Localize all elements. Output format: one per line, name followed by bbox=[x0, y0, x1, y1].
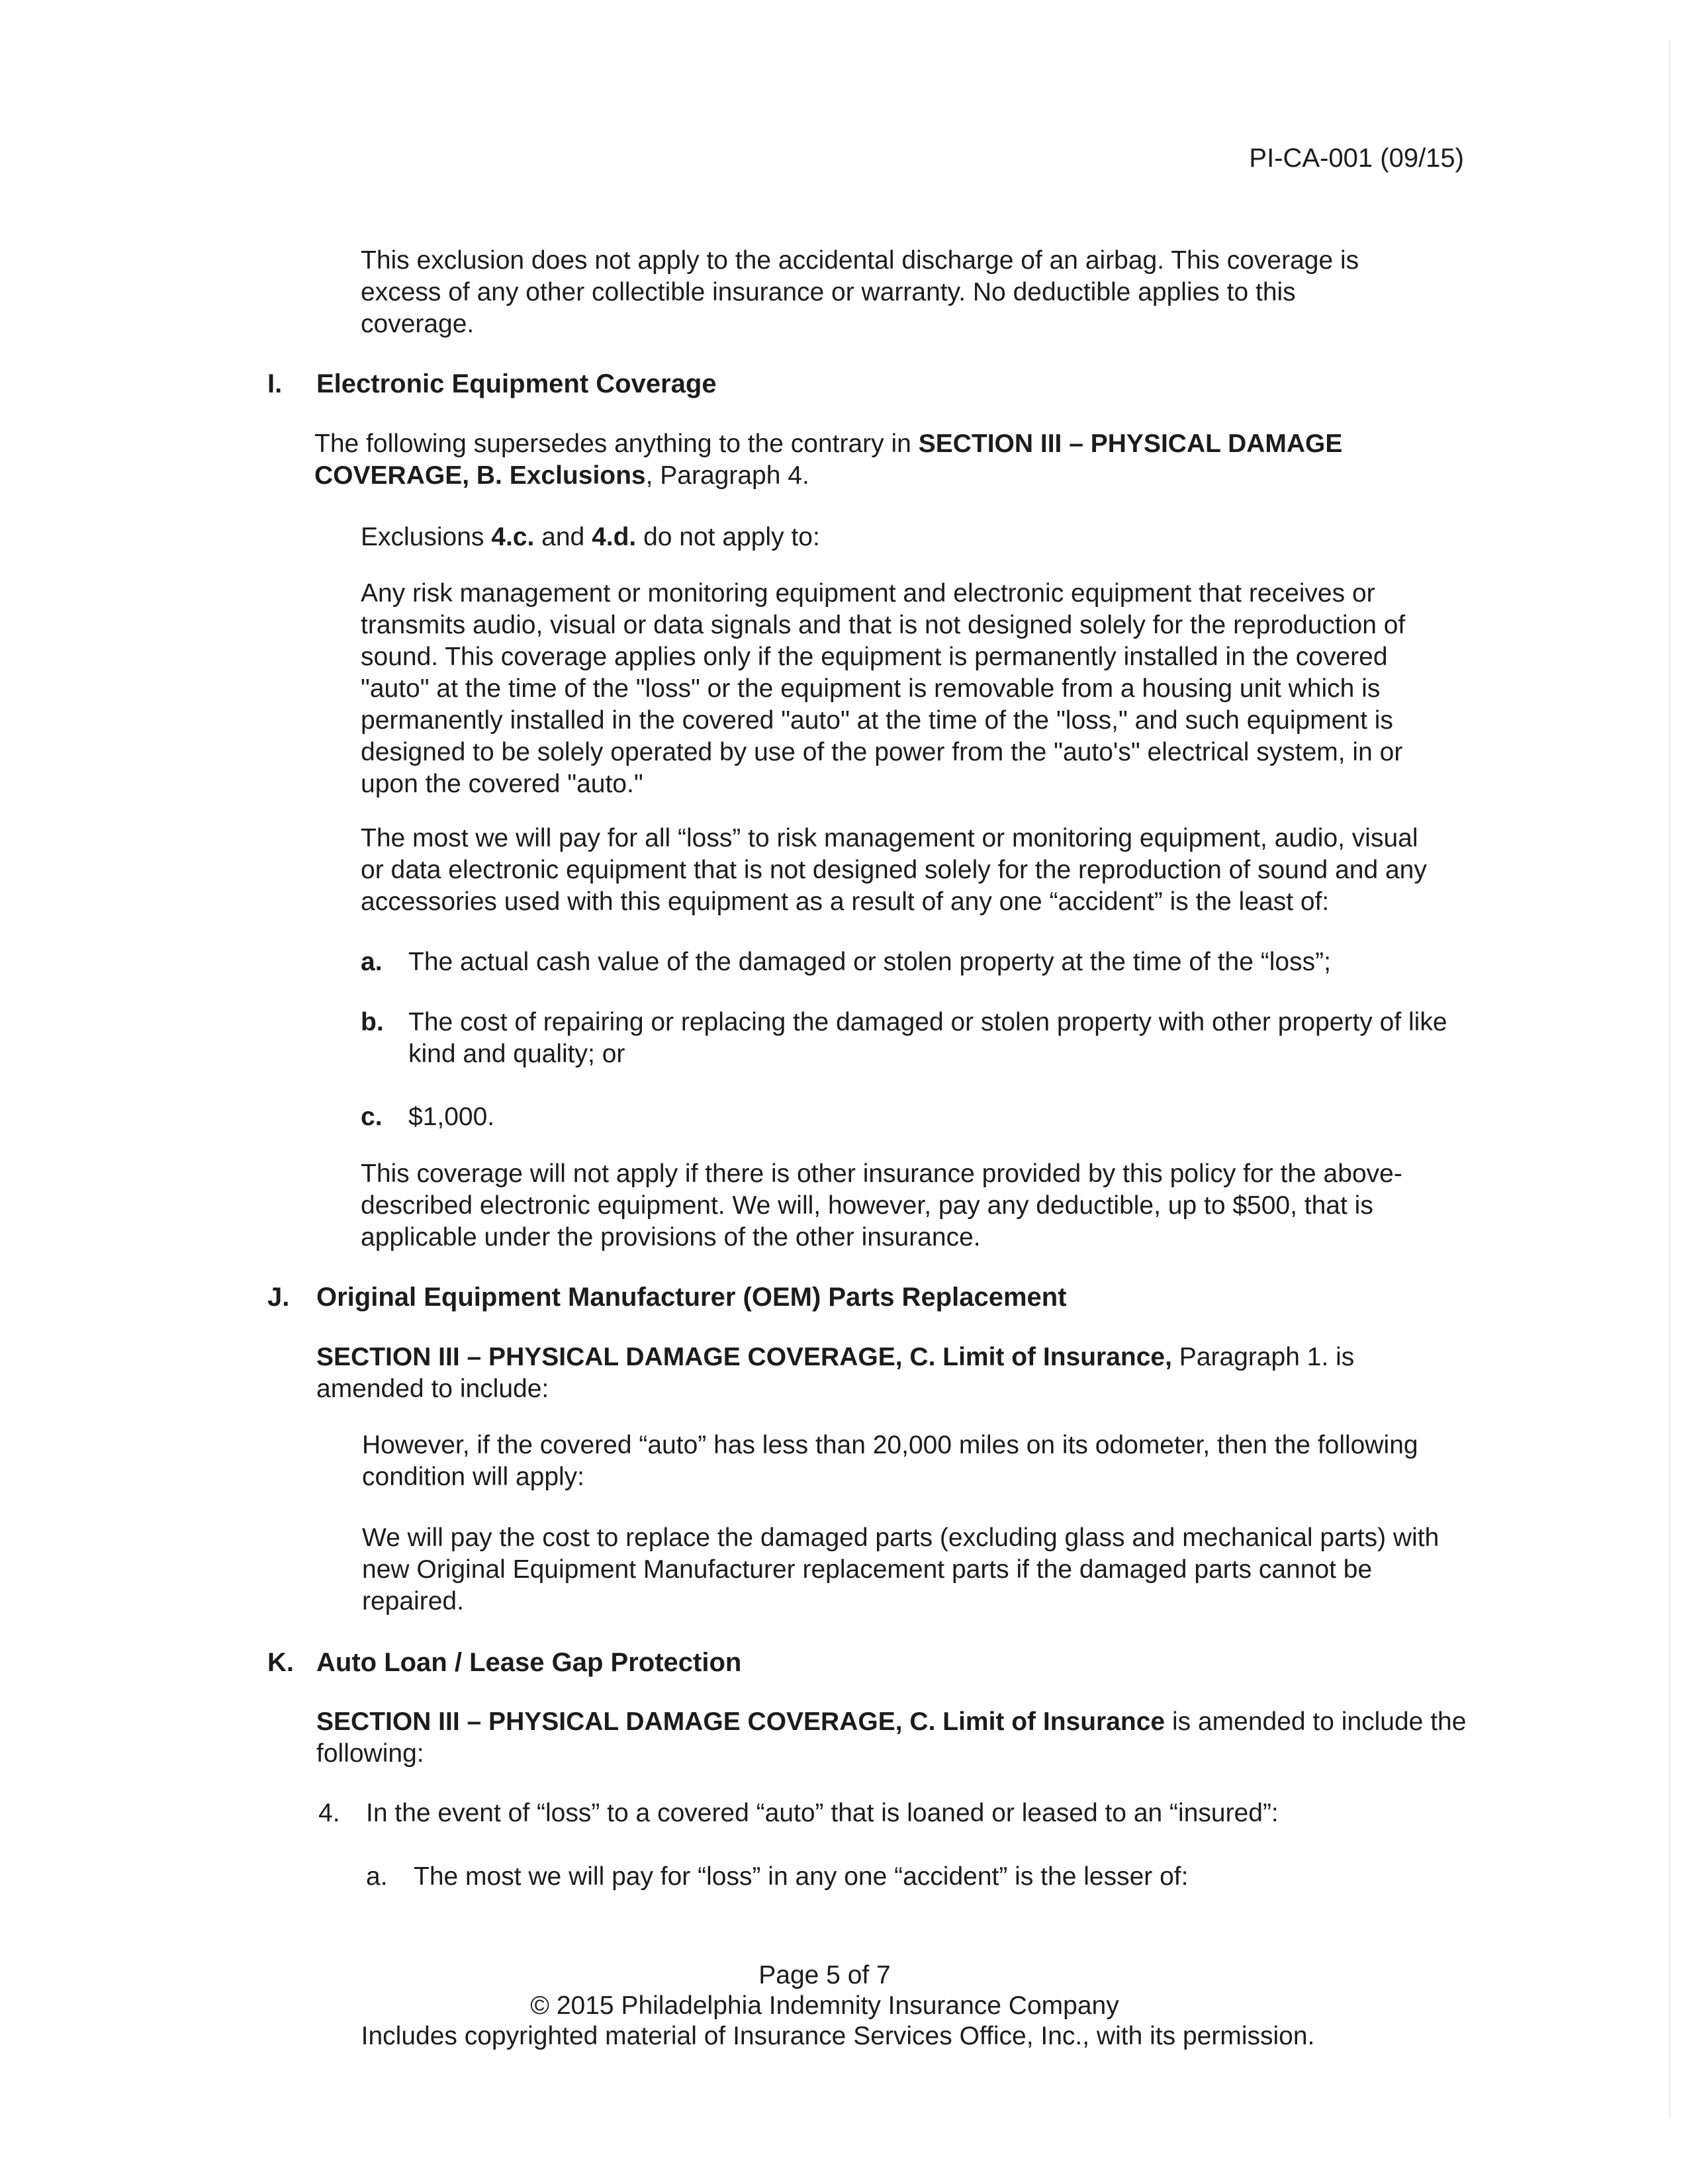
section-k-item-4a bbox=[366, 1861, 1446, 1893]
section-j-heading bbox=[267, 1281, 1067, 1313]
item-b-label: b. bbox=[361, 1008, 384, 1036]
section-k-amend-post: is amended to include the following: bbox=[316, 1707, 1467, 1768]
item-a-text: The actual cash value of the damaged or stolen property at the time of the “loss”; bbox=[408, 948, 1331, 976]
section-k-letter: K. bbox=[267, 1648, 294, 1677]
section-i-other-insurance: This coverage will not apply if there is other insurance provided by this policy for the above-described electronic equipment. We will, however, pay any deductible, up to $500, that is applicable under the provisions of the other insurance. bbox=[361, 1160, 1402, 1251]
section-i-item-a bbox=[361, 946, 1454, 978]
exclusions-post: do not apply to: bbox=[636, 523, 820, 551]
footer-permission: Includes copyrighted material of Insurance Services Office, Inc., with its permission. bbox=[361, 2022, 1315, 2050]
section-j-however: However, if the covered “auto” has less than 20,000 miles on its odometer, then the following condition will apply: bbox=[362, 1431, 1418, 1491]
section-i-supersede bbox=[314, 428, 1400, 492]
section-i-heading bbox=[267, 368, 717, 400]
section-k-heading bbox=[267, 1647, 742, 1678]
exclusion-4c: 4.c. bbox=[491, 523, 535, 551]
form-number: PI-CA-001 (09/15) bbox=[1249, 144, 1464, 173]
section-k-item-4 bbox=[318, 1797, 1425, 1829]
section-k-amend bbox=[316, 1706, 1471, 1770]
section-j-amend bbox=[316, 1342, 1402, 1405]
section-i-item-b bbox=[361, 1007, 1454, 1070]
section-i-item-c bbox=[361, 1101, 1454, 1133]
section-j-amend-post: Paragraph 1. is amended to include: bbox=[316, 1343, 1355, 1403]
section-j-amend-bold: SECTION III – PHYSICAL DAMAGE COVERAGE, C. Limit of Insurance, bbox=[316, 1343, 1172, 1371]
section-j-title: Original Equipment Manufacturer (OEM) Parts Replacement bbox=[316, 1283, 1067, 1312]
item-b-text: The cost of repairing or replacing the damaged or stolen property with other property of like kind and quality; or bbox=[408, 1008, 1447, 1068]
item-a-label: a. bbox=[361, 948, 383, 976]
section-j-we-will-pay: We will pay the cost to replace the damaged parts (excluding glass and mechanical parts) with new Original Equipment Manufacturer replacement parts if the damaged parts cannot be repaired. bbox=[362, 1524, 1439, 1615]
page-edge-line bbox=[1669, 40, 1670, 2118]
item-4-label: 4. bbox=[318, 1799, 340, 1827]
section-i-exclusions bbox=[361, 522, 1420, 553]
item-4-text: In the event of “loss” to a covered “auto” that is loaned or leased to an “insured”: bbox=[366, 1799, 1279, 1827]
exclusion-4d: 4.d. bbox=[592, 523, 637, 551]
section-i-title: Electronic Equipment Coverage bbox=[316, 369, 717, 398]
supersede-bold: SECTION III – PHYSICAL DAMAGE COVERAGE, B. Exclusions bbox=[314, 430, 1343, 490]
footer-copyright: © 2015 Philadelphia Indemnity Insurance Company bbox=[530, 1991, 1119, 2020]
item-4a-text: The most we will pay for “loss” in any one “accident” is the lesser of: bbox=[414, 1862, 1189, 1891]
exclusions-pre: Exclusions bbox=[361, 523, 492, 551]
item-c-text: $1,000. bbox=[408, 1103, 495, 1131]
supersede-post: , Paragraph 4. bbox=[645, 461, 809, 490]
section-i-risk-text: Any risk management or monitoring equipment and electronic equipment that receives or transmits audio, visual or data signals and that is not designed solely for the reproduction of sound. This coverage applies only if the equipment is permanently installed in the covered "auto" at the time of the "loss" or the equipment is removable from a housing unit which is permanently installed in the covered "auto" at the time of the "loss," and such equipment is designed to be solely operated by use of the power from the "auto's" electrical system, in or upon the covered "auto." bbox=[361, 579, 1406, 798]
section-k-amend-bold: SECTION III – PHYSICAL DAMAGE COVERAGE, C. Limit of Insurance bbox=[316, 1707, 1165, 1736]
supersede-pre: The following supersedes anything to the contrary in bbox=[314, 430, 919, 458]
intro-paragraph: This exclusion does not apply to the accidental discharge of an airbag. This coverage is excess of any other collectible insurance or warranty. No deductible applies to this coverage. bbox=[361, 246, 1359, 338]
section-k-title: Auto Loan / Lease Gap Protection bbox=[316, 1648, 742, 1677]
footer-page-number: Page 5 of 7 bbox=[758, 1961, 891, 1989]
section-i-letter: I. bbox=[267, 369, 283, 398]
section-j-letter: J. bbox=[267, 1283, 290, 1312]
item-c-label: c. bbox=[361, 1103, 383, 1131]
section-i-most-we-pay: The most we will pay for all “loss” to risk management or monitoring equipment, audio, visual or data electronic equipment that is not designed solely for the reproduction of sound and any accessories used with this equipment as a result of any one “accident” is the least of: bbox=[361, 824, 1427, 916]
exclusions-mid: and bbox=[534, 523, 592, 551]
item-4a-label: a. bbox=[366, 1862, 388, 1891]
